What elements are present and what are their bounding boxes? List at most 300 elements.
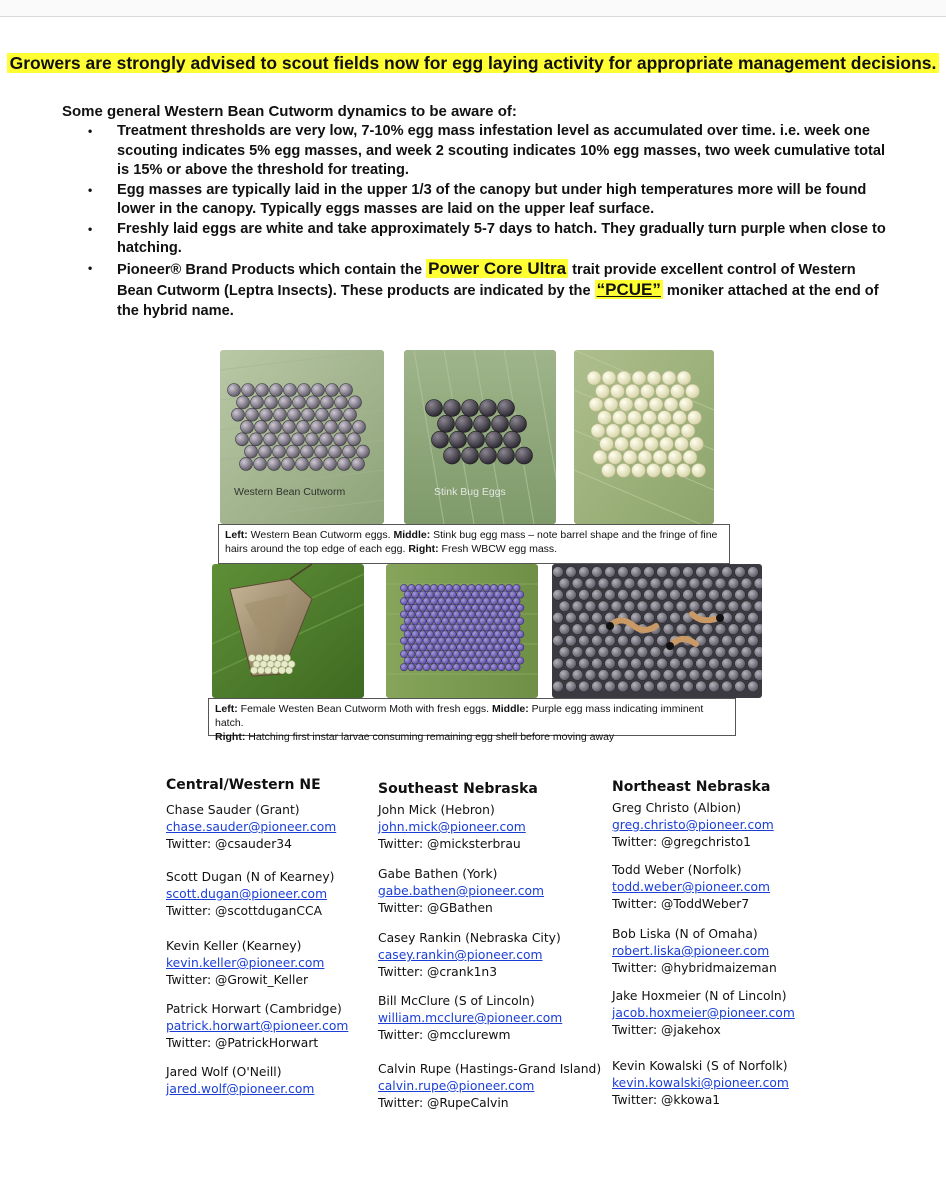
egg-shape <box>683 658 694 669</box>
egg-shape <box>283 420 296 433</box>
egg-shape <box>434 591 441 598</box>
egg-shape <box>619 397 633 411</box>
egg-shape <box>643 411 657 425</box>
contact-card <box>612 926 777 977</box>
egg-shape <box>579 658 590 669</box>
bullet-text: Egg masses are typically laid in the upper 1/3 of the canopy but under high temperatures more will be found lower in the canopy. Typically eggs masses are laid on the upper leaf surface. <box>117 181 867 217</box>
egg-shape <box>702 669 713 680</box>
egg-shape <box>423 598 430 605</box>
egg-shape <box>494 617 501 624</box>
top-bar <box>0 0 946 17</box>
contact-email-link[interactable]: casey.rankin@pioneer.com <box>378 948 543 962</box>
contact-card <box>166 869 334 920</box>
contact-email-link[interactable]: patrick.horwart@pioneer.com <box>166 1019 349 1033</box>
egg-shape <box>472 644 479 651</box>
egg-shape <box>647 463 661 477</box>
egg-shape <box>592 681 603 692</box>
egg-shape <box>400 611 407 618</box>
egg-shape <box>637 601 648 612</box>
egg-shape <box>460 664 467 671</box>
purple-eggs-image <box>386 564 538 698</box>
egg-shape <box>415 637 422 644</box>
contact-email-link[interactable]: jacob.hoxmeier@pioneer.com <box>612 1006 795 1020</box>
egg-shape <box>487 644 494 651</box>
egg-shape <box>282 457 295 470</box>
egg-shape <box>559 669 570 680</box>
egg-shape <box>502 591 509 598</box>
egg-shape <box>553 567 564 578</box>
egg-shape <box>438 637 445 644</box>
photo-hatching-larvae <box>552 564 762 698</box>
egg-shape <box>457 604 464 611</box>
egg-shape <box>415 650 422 657</box>
contact-name: Casey Rankin (Nebraska City) <box>378 931 561 945</box>
egg-shape <box>453 611 460 618</box>
egg-shape <box>709 681 720 692</box>
egg-shape <box>249 655 256 662</box>
egg-shape <box>472 657 479 664</box>
egg-shape <box>444 447 461 464</box>
caption2-right-label: Right: <box>215 731 246 743</box>
list-item <box>62 181 892 220</box>
egg-shape <box>329 445 342 458</box>
contact-card <box>612 800 774 851</box>
egg-shape <box>631 635 642 646</box>
egg-shape <box>502 617 509 624</box>
egg-shape <box>605 681 616 692</box>
egg-shape <box>483 598 490 605</box>
contact-email-link[interactable]: greg.christo@pioneer.com <box>612 818 774 832</box>
egg-shape <box>457 591 464 598</box>
egg-shape <box>513 664 520 671</box>
egg-shape <box>349 396 362 409</box>
egg-shape <box>632 371 646 385</box>
egg-shape <box>657 567 668 578</box>
egg-shape <box>683 567 694 578</box>
contact-email-link[interactable]: kevin.kowalski@pioneer.com <box>612 1076 789 1090</box>
egg-shape <box>442 591 449 598</box>
egg-shape <box>505 664 512 671</box>
egg-shape <box>449 657 456 664</box>
egg-shape <box>460 598 467 605</box>
egg-shape <box>689 647 700 658</box>
egg-shape <box>579 681 590 692</box>
egg-shape <box>664 397 678 411</box>
egg-shape <box>315 445 328 458</box>
caption1-right-label: Right: <box>408 543 439 555</box>
egg-shape <box>438 584 445 591</box>
contact-email-link[interactable]: calvin.rupe@pioneer.com <box>378 1079 535 1093</box>
egg-shape <box>502 604 509 611</box>
egg-shape <box>663 601 674 612</box>
egg-shape <box>490 637 497 644</box>
egg-shape <box>602 371 616 385</box>
contact-twitter: Twitter: @kkowa1 <box>612 1093 721 1107</box>
contact-email-link[interactable]: chase.sauder@pioneer.com <box>166 820 337 834</box>
egg-shape <box>335 396 348 409</box>
egg-shape <box>419 604 426 611</box>
egg-shape <box>486 431 503 448</box>
contact-twitter: Twitter: @RupeCalvin <box>378 1096 509 1110</box>
egg-shape <box>301 445 314 458</box>
egg-shape <box>516 447 533 464</box>
egg-shape <box>566 635 577 646</box>
egg-shape <box>415 624 422 631</box>
contact-email-link[interactable]: kevin.keller@pioneer.com <box>166 956 325 970</box>
contact-twitter: Twitter: @micksterbrau <box>378 837 521 851</box>
egg-shape <box>480 400 497 417</box>
egg-shape <box>404 631 411 638</box>
egg-shape <box>438 415 455 432</box>
egg-shape <box>689 669 700 680</box>
egg-shape <box>434 657 441 664</box>
egg-shape <box>566 589 577 600</box>
list-item <box>62 122 892 181</box>
egg-shape <box>585 578 596 589</box>
egg-shape <box>683 681 694 692</box>
egg-shape <box>702 647 713 658</box>
egg-shape <box>457 631 464 638</box>
egg-shape <box>709 589 720 600</box>
contact-email-link[interactable]: william.mcclure@pioneer.com <box>378 1011 563 1025</box>
egg-shape <box>513 637 520 644</box>
egg-shape <box>505 637 512 644</box>
egg-shape <box>754 578 762 589</box>
egg-shape <box>696 589 707 600</box>
egg-shape <box>670 567 681 578</box>
contact-twitter: Twitter: @PatrickHorwart <box>166 1036 319 1050</box>
egg-shape <box>464 644 471 651</box>
egg-shape <box>423 584 430 591</box>
egg-shape <box>585 647 596 658</box>
egg-shape <box>668 450 682 464</box>
egg-shape <box>598 601 609 612</box>
egg-shape <box>453 664 460 671</box>
photo-label-stink: Stink Bug Eggs <box>434 486 506 498</box>
egg-shape <box>325 420 338 433</box>
egg-shape <box>630 437 644 451</box>
photo-wbc-moth <box>212 564 364 698</box>
egg-shape <box>338 457 351 470</box>
egg-shape <box>427 644 434 651</box>
egg-shape <box>505 624 512 631</box>
egg-shape <box>457 617 464 624</box>
egg-shape <box>618 658 629 669</box>
photo-purple-eggs <box>386 564 538 698</box>
egg-shape <box>513 650 520 657</box>
egg-shape <box>445 650 452 657</box>
contact-email-link[interactable]: gabe.bathen@pioneer.com <box>378 884 545 898</box>
egg-shape <box>690 437 704 451</box>
egg-shape <box>240 457 253 470</box>
egg-shape <box>517 617 524 624</box>
egg-shape <box>618 589 629 600</box>
egg-shape <box>479 631 486 638</box>
egg-shape <box>676 624 687 635</box>
egg-shape <box>657 612 668 623</box>
egg-shape <box>585 601 596 612</box>
egg-shape <box>453 624 460 631</box>
egg-shape <box>498 611 505 618</box>
egg-shape <box>510 415 527 432</box>
egg-shape <box>408 650 415 657</box>
egg-shape <box>735 681 746 692</box>
egg-shape <box>662 463 676 477</box>
contact-twitter: Twitter: @hybridmaizeman <box>612 961 777 975</box>
egg-shape <box>517 631 524 638</box>
egg-shape <box>572 624 583 635</box>
egg-shape <box>430 611 437 618</box>
contact-name: Bill McClure (S of Lincoln) <box>378 994 535 1008</box>
egg-shape <box>472 591 479 598</box>
contact-card <box>378 1061 601 1112</box>
contact-column-central-western <box>166 776 376 1106</box>
egg-shape <box>634 397 648 411</box>
egg-shape <box>702 624 713 635</box>
contact-email-link[interactable]: todd.weber@pioneer.com <box>612 880 770 894</box>
egg-shape <box>400 598 407 605</box>
photo-wbc-eggs <box>220 350 384 524</box>
egg-shape <box>748 589 759 600</box>
egg-shape <box>412 617 419 624</box>
egg-shape <box>611 647 622 658</box>
egg-shape <box>677 463 691 477</box>
egg-shape <box>513 584 520 591</box>
contact-email-link[interactable]: john.mick@pioneer.com <box>378 820 526 834</box>
dynamics-list <box>62 122 892 321</box>
bullet-icon: • <box>88 182 93 197</box>
egg-shape <box>728 601 739 612</box>
contact-twitter: Twitter: @ToddWeber7 <box>612 897 750 911</box>
egg-shape <box>250 433 263 446</box>
egg-shape <box>449 617 456 624</box>
egg-shape <box>449 631 456 638</box>
egg-shape <box>608 450 622 464</box>
egg-shape <box>254 457 267 470</box>
egg-shape <box>592 635 603 646</box>
egg-shape <box>681 424 695 438</box>
egg-shape <box>494 644 501 651</box>
egg-shape <box>449 644 456 651</box>
contact-name: Kevin Kowalski (S of Norfolk) <box>612 1059 788 1073</box>
egg-shape <box>631 567 642 578</box>
egg-shape <box>408 611 415 618</box>
contact-name: Scott Dugan (N of Kearney) <box>166 870 335 884</box>
egg-shape <box>572 647 583 658</box>
egg-shape <box>412 657 419 664</box>
egg-shape <box>264 433 277 446</box>
egg-shape <box>423 624 430 631</box>
contact-name: Calvin Rupe (Hastings-Grand Island) <box>378 1062 602 1076</box>
egg-shape <box>442 631 449 638</box>
egg-shape <box>754 601 762 612</box>
egg-shape <box>475 637 482 644</box>
egg-shape <box>296 457 309 470</box>
egg-shape <box>487 591 494 598</box>
egg-shape <box>468 664 475 671</box>
egg-shape <box>509 591 516 598</box>
egg-shape <box>688 411 702 425</box>
egg-shape <box>490 611 497 618</box>
bullet-icon: • <box>88 124 93 138</box>
egg-shape <box>592 658 603 669</box>
egg-shape <box>728 647 739 658</box>
egg-shape <box>259 445 272 458</box>
egg-shape <box>426 400 443 417</box>
egg-shape <box>596 384 610 398</box>
egg-shape <box>292 433 305 446</box>
egg-shape <box>494 604 501 611</box>
egg-shape <box>468 598 475 605</box>
egg-shape <box>492 415 509 432</box>
egg-shape <box>334 433 347 446</box>
egg-shape <box>419 631 426 638</box>
egg-shape <box>657 681 668 692</box>
egg-shape <box>611 578 622 589</box>
egg-shape <box>445 584 452 591</box>
egg-shape <box>644 589 655 600</box>
egg-shape <box>442 617 449 624</box>
egg-shape <box>592 612 603 623</box>
egg-shape <box>598 411 612 425</box>
fresh-wbcw-eggs-image <box>574 350 714 524</box>
egg-shape <box>450 431 467 448</box>
egg-shape <box>324 457 337 470</box>
egg-shape <box>449 604 456 611</box>
egg-shape <box>483 611 490 618</box>
egg-shape <box>404 644 411 651</box>
contact-twitter: Twitter: @Growit_Keller <box>166 973 309 987</box>
contact-twitter: Twitter: @scottduganCCA <box>166 904 322 918</box>
egg-shape <box>400 664 407 671</box>
egg-shape <box>709 658 720 669</box>
caption1-middle-label: Middle: <box>393 529 431 541</box>
egg-shape <box>400 637 407 644</box>
egg-shape <box>438 650 445 657</box>
egg-shape <box>598 669 609 680</box>
egg-shape <box>606 424 620 438</box>
photo-stink-bug-eggs <box>404 350 556 524</box>
egg-shape <box>302 408 315 421</box>
egg-shape <box>689 601 700 612</box>
egg-shape <box>644 567 655 578</box>
egg-shape <box>653 450 667 464</box>
egg-shape <box>631 681 642 692</box>
contact-email-link[interactable]: scott.dugan@pioneer.com <box>166 887 328 901</box>
egg-shape <box>487 631 494 638</box>
egg-shape <box>662 371 676 385</box>
egg-shape <box>498 584 505 591</box>
contact-card <box>378 802 526 853</box>
contact-twitter: Twitter: @csauder34 <box>166 837 292 851</box>
egg-shape <box>728 624 739 635</box>
egg-shape <box>453 637 460 644</box>
egg-shape <box>412 591 419 598</box>
bullet-text-mid: trait provide excellent control of Western Bean Cutworm (Leptra Insects). These products are indicated by the <box>117 261 856 299</box>
egg-shape <box>427 631 434 638</box>
egg-shape <box>480 447 497 464</box>
egg-shape <box>631 589 642 600</box>
egg-shape <box>605 567 616 578</box>
egg-shape <box>460 584 467 591</box>
egg-shape <box>509 631 516 638</box>
egg-shape <box>666 424 680 438</box>
egg-shape <box>445 637 452 644</box>
egg-shape <box>442 657 449 664</box>
egg-shape <box>483 664 490 671</box>
egg-shape <box>505 598 512 605</box>
egg-shape <box>430 650 437 657</box>
egg-shape <box>415 598 422 605</box>
egg-shape <box>490 584 497 591</box>
egg-shape <box>278 433 291 446</box>
hatching-larvae-image <box>552 564 762 698</box>
egg-shape <box>273 445 286 458</box>
contact-email-link[interactable]: robert.liska@pioneer.com <box>612 944 770 958</box>
egg-shape <box>657 589 668 600</box>
egg-shape <box>670 658 681 669</box>
egg-shape <box>579 589 590 600</box>
egg-shape <box>442 604 449 611</box>
bullet-icon: • <box>88 221 93 236</box>
egg-shape <box>676 601 687 612</box>
power-core-ultra-highlight: Power Core Ultra <box>428 258 567 278</box>
egg-shape <box>553 681 564 692</box>
egg-shape <box>468 650 475 657</box>
egg-shape <box>228 384 241 397</box>
egg-shape <box>498 400 515 417</box>
egg-shape <box>656 384 670 398</box>
egg-shape <box>279 396 292 409</box>
egg-shape <box>427 604 434 611</box>
egg-shape <box>460 637 467 644</box>
caption-row-2 <box>208 698 736 743</box>
egg-shape <box>412 644 419 651</box>
egg-shape <box>352 457 365 470</box>
egg-shape <box>748 681 759 692</box>
egg-shape <box>644 612 655 623</box>
egg-shape <box>754 669 762 680</box>
egg-shape <box>624 669 635 680</box>
egg-shape <box>415 611 422 618</box>
contact-email-link[interactable]: jared.wolf@pioneer.com <box>166 1082 315 1096</box>
egg-shape <box>268 457 281 470</box>
egg-shape <box>566 658 577 669</box>
egg-shape <box>284 384 297 397</box>
column-heading: Northeast Nebraska <box>612 779 771 795</box>
egg-shape <box>505 650 512 657</box>
contact-name: Greg Christo (Albion) <box>612 801 742 815</box>
egg-shape <box>498 637 505 644</box>
egg-shape <box>553 589 564 600</box>
egg-shape <box>605 589 616 600</box>
egg-shape <box>676 578 687 589</box>
egg-shape <box>741 578 752 589</box>
egg-shape <box>293 396 306 409</box>
egg-shape <box>502 631 509 638</box>
egg-shape <box>604 397 618 411</box>
egg-shape <box>472 631 479 638</box>
egg-shape <box>483 637 490 644</box>
egg-shape <box>585 669 596 680</box>
egg-shape <box>316 408 329 421</box>
egg-shape <box>320 433 333 446</box>
egg-shape <box>408 637 415 644</box>
egg-shape <box>408 624 415 631</box>
egg-shape <box>445 611 452 618</box>
egg-shape <box>591 424 605 438</box>
egg-shape <box>412 604 419 611</box>
